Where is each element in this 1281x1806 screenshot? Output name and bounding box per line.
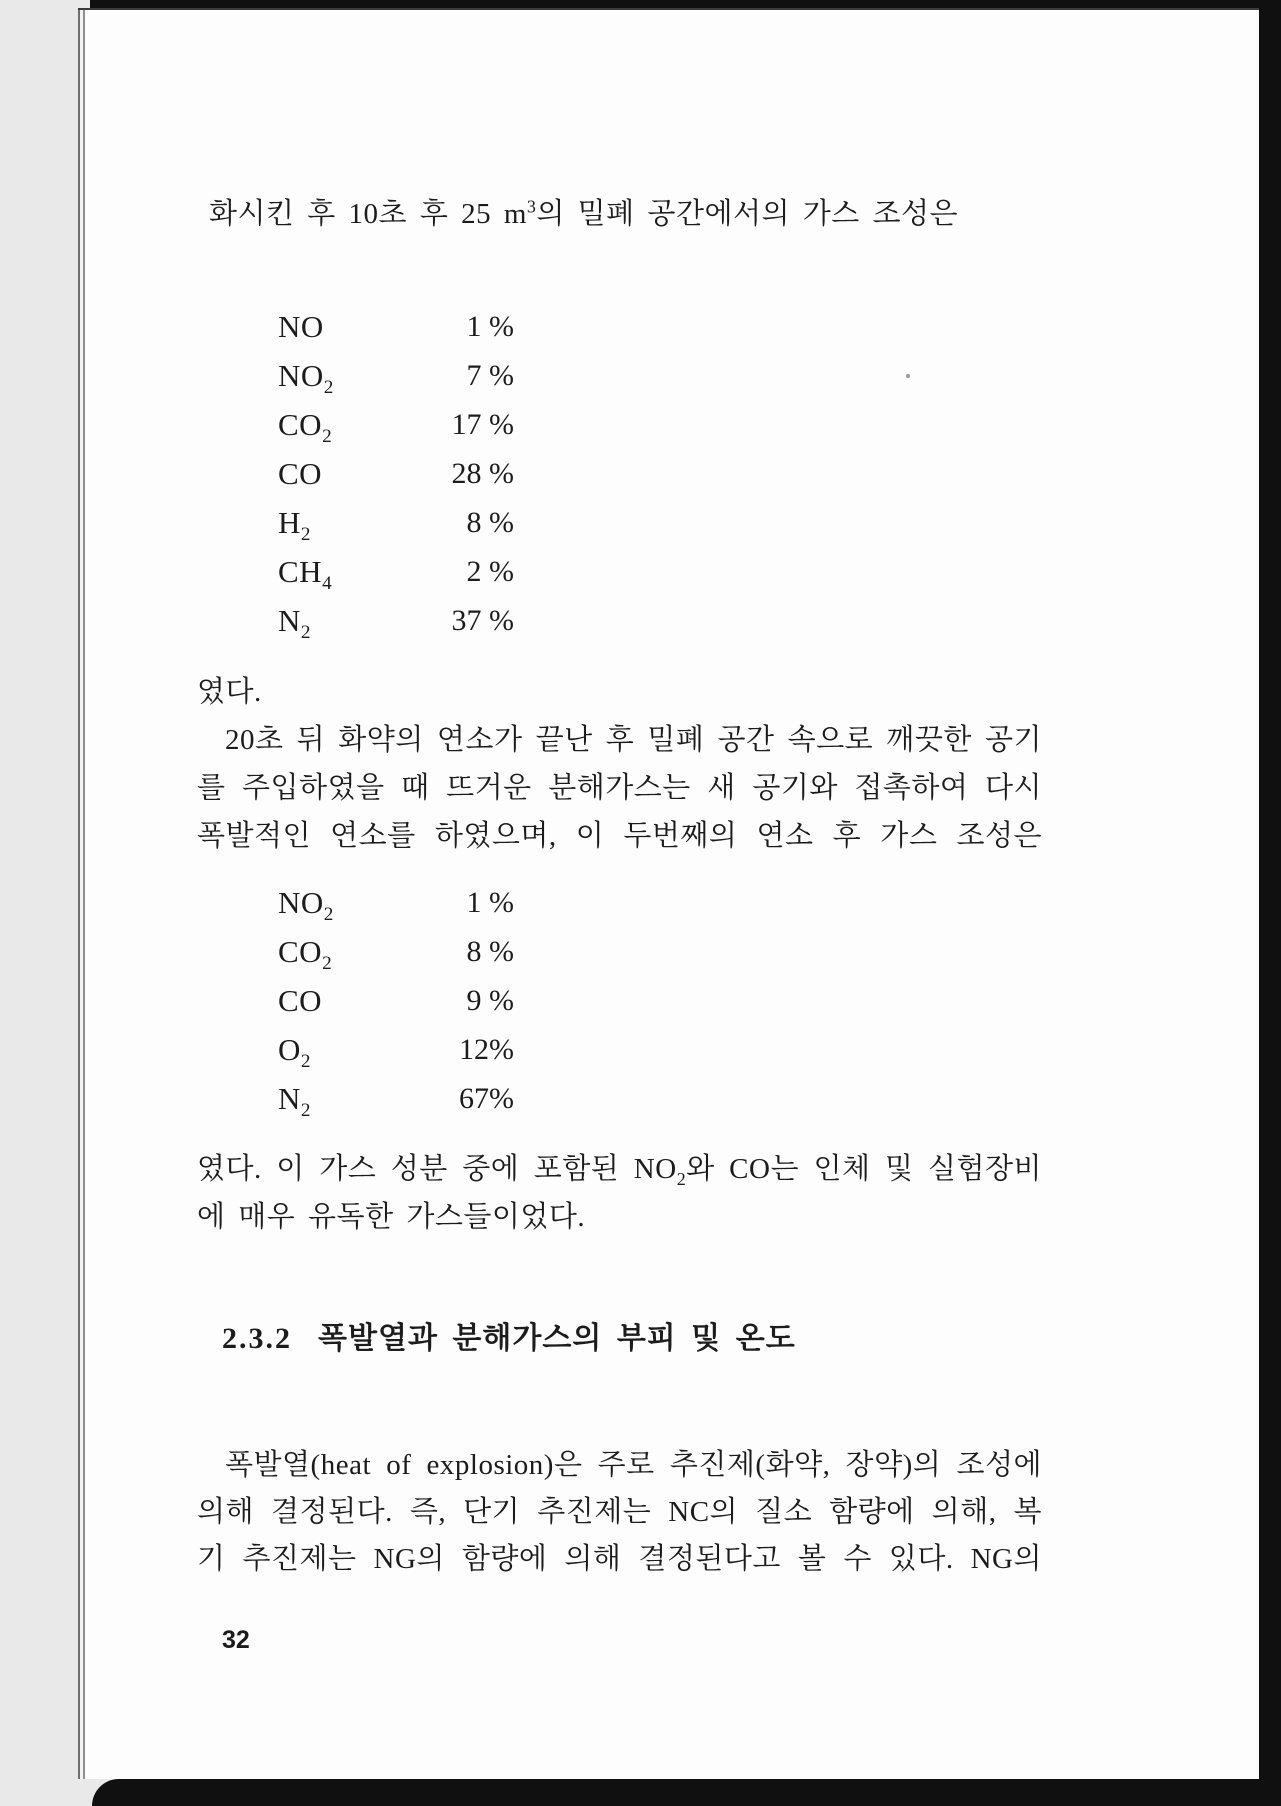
after-table-1-text bbox=[197, 668, 1042, 716]
section-heading bbox=[222, 1313, 796, 1357]
cubic-meter-superscript: 3 bbox=[526, 196, 537, 217]
gas-percentage: 28 % bbox=[451, 456, 514, 490]
gas-table-row bbox=[278, 878, 514, 927]
gas-formula: $NO_2$ bbox=[278, 884, 334, 925]
gas-table-row bbox=[278, 302, 514, 351]
gas-table-row bbox=[278, 1025, 514, 1074]
gas-formula: $N_2$ bbox=[278, 1080, 311, 1121]
gas-percentage: 17 % bbox=[451, 407, 514, 441]
gas-table-row bbox=[278, 351, 514, 400]
scan-frame-right bbox=[1259, 0, 1281, 1806]
paragraph-heat-of-explosion bbox=[197, 1442, 1042, 1583]
gas-formula: CO bbox=[278, 455, 323, 491]
gas-formula: $NO_2$ bbox=[278, 357, 334, 398]
formula-subscript: 2 bbox=[323, 903, 334, 925]
paragraph-line: 20초 뒤 화약의 연소가 끝난 후 밀폐 공간 속으로 깨끗한 공기 bbox=[225, 724, 1042, 756]
formula-subscript: 2 bbox=[676, 1168, 687, 1189]
intro-line bbox=[197, 190, 1042, 238]
gas-percentage: 8 % bbox=[466, 505, 514, 539]
gas-formula: $H_2$ bbox=[278, 504, 311, 545]
formula-subscript: 2 bbox=[300, 523, 311, 545]
paragraph-line: 기 추진제는 NG의 함량에 의해 결정된다고 볼 수 있다. NG의 bbox=[197, 1543, 1042, 1575]
gas-table-row bbox=[278, 927, 514, 976]
after-table-1-line: 였다. bbox=[197, 676, 262, 708]
formula-subscript: 2 bbox=[322, 952, 333, 974]
gas-percentage: 1 % bbox=[466, 309, 514, 343]
gas-percentage: 67% bbox=[459, 1081, 514, 1115]
paragraph-line: 의해 결정된다. 즉, 단기 추진제는 NC의 질소 함량에 의해, 복 bbox=[197, 1496, 1042, 1528]
conclusion-line-1 bbox=[197, 1145, 1042, 1193]
formula-subscript: 2 bbox=[322, 425, 333, 447]
gas-table-row bbox=[278, 596, 514, 645]
gas-table-row bbox=[278, 1074, 514, 1123]
gas-table-row bbox=[278, 498, 514, 547]
paragraph-line: 폭발적인 연소를 하였으며, 이 두번째의 연소 후 가스 조성은 bbox=[197, 820, 1042, 852]
gas-percentage: 7 % bbox=[466, 358, 514, 392]
scan-frame-bottom bbox=[92, 1779, 1281, 1806]
gas-table-row bbox=[278, 547, 514, 596]
gas-table-first-burn bbox=[278, 302, 514, 645]
gas-formula: $O_2$ bbox=[278, 1031, 311, 1072]
gas-percentage: 9 % bbox=[466, 983, 514, 1017]
paragraph-intro bbox=[197, 190, 1042, 238]
gas-formula: $N_2$ bbox=[278, 602, 311, 643]
formula-subscript: 2 bbox=[300, 1050, 311, 1072]
scan-artifact-dot bbox=[906, 374, 910, 378]
gas-formula: $CO_2$ bbox=[278, 406, 333, 447]
gas-percentage: 1 % bbox=[466, 885, 514, 919]
no2-formula: $NO_2$ bbox=[633, 1153, 687, 1189]
formula-subscript: 2 bbox=[300, 621, 311, 643]
section-number: 2.3.2 bbox=[222, 1322, 292, 1355]
gas-percentage: 8 % bbox=[466, 934, 514, 968]
gas-formula: NO bbox=[278, 308, 324, 344]
gas-formula: $CO_2$ bbox=[278, 933, 333, 974]
paragraph-conclusion bbox=[197, 1145, 1042, 1241]
gas-percentage: 12% bbox=[459, 1032, 514, 1066]
formula-subscript: 2 bbox=[323, 376, 334, 398]
gas-table-second-burn bbox=[278, 878, 514, 1123]
gas-table-row bbox=[278, 976, 514, 1025]
paragraph-second-burn bbox=[197, 716, 1042, 860]
gas-formula: CO bbox=[278, 982, 323, 1018]
paragraph-line: 를 주입하였을 때 뜨거운 분해가스는 새 공기와 접촉하여 다시 bbox=[197, 772, 1042, 804]
formula-subscript: 2 bbox=[300, 1099, 311, 1121]
conclusion-post: 와 CO는 인체 및 실험장비 bbox=[686, 1153, 1042, 1185]
formula-subscript: 4 bbox=[322, 572, 333, 594]
gas-percentage: 2 % bbox=[466, 554, 514, 588]
intro-pre: 화시킨 후 10초 후 25 m bbox=[209, 198, 527, 230]
conclusion-line-2: 에 매우 유독한 가스들이었다. bbox=[197, 1201, 586, 1233]
gas-percentage: 37 % bbox=[451, 603, 514, 637]
page-number: 32 bbox=[222, 1626, 250, 1654]
gas-table-row bbox=[278, 400, 514, 449]
section-title: 폭발열과 분해가스의 부피 및 온도 bbox=[318, 1322, 796, 1355]
paragraph-line: 폭발열(heat of explosion)은 주로 추진제(화약, 장약)의 조성에 bbox=[225, 1449, 1042, 1481]
conclusion-pre: 였다. 이 가스 성분 중에 포함된 bbox=[197, 1153, 634, 1185]
gas-table-row bbox=[278, 449, 514, 498]
gas-formula: $CH_4$ bbox=[278, 553, 333, 594]
book-page bbox=[78, 8, 1259, 1779]
intro-post: 의 밀폐 공간에서의 가스 조성은 bbox=[536, 198, 959, 230]
